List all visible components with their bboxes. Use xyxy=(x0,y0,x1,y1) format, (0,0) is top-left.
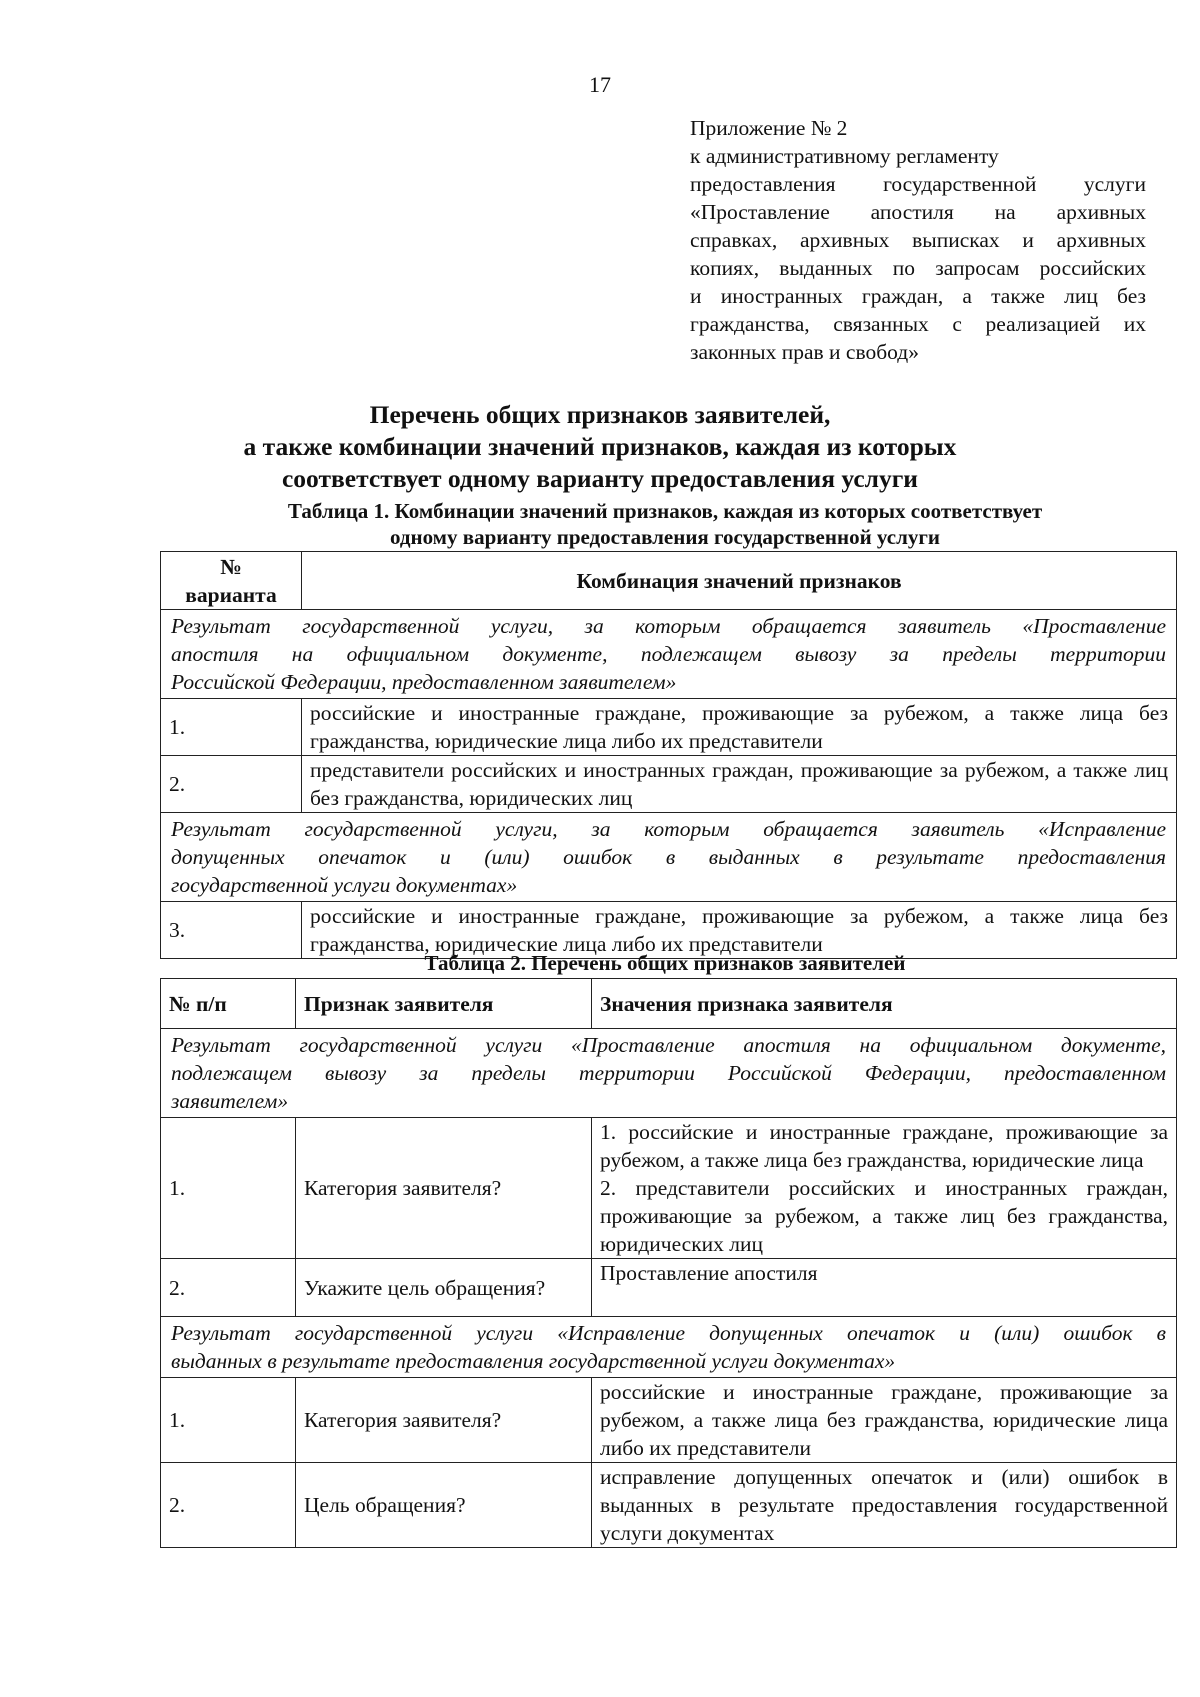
table1-section-row xyxy=(161,813,1177,902)
header-number: № п/п xyxy=(161,979,296,1029)
section-line: Результат государственной услуги «Проставление апостиля на официальном документе, xyxy=(171,1033,1166,1057)
table1-section-row xyxy=(161,610,1177,699)
table-row xyxy=(161,756,1177,813)
appendix-line: к административному регламенту xyxy=(690,144,999,168)
table2 xyxy=(160,978,1177,1548)
row-number: 2. xyxy=(161,1463,296,1548)
header-values: Значения признака заявителя xyxy=(592,979,1177,1029)
table-row xyxy=(161,1118,1177,1259)
value-option: 2. представители российских и иностранных граждан, проживающие за рубежом, а также лиц без гражданства, юридических лиц xyxy=(600,1176,1168,1256)
attribute-name: Категория заявителя? xyxy=(296,1118,592,1259)
appendix-line: Приложение № 2 xyxy=(690,116,848,140)
title-line: соответствует одному варианту предоставления услуги xyxy=(281,464,919,493)
attribute-name: Цель обращения? xyxy=(296,1463,592,1548)
header-variant-number xyxy=(161,552,302,610)
page-title xyxy=(0,399,1200,495)
variant-number: 1. xyxy=(161,699,302,756)
appendix-line: законных прав и свобод» xyxy=(690,340,919,364)
caption-line: Таблица 1. Комбинации значений признаков, каждая из которых соответствует xyxy=(287,499,1043,523)
attribute-values: российские и иностранные граждане, проживающие за рубежом, а также лица без гражданства, юридические лица либо их представители xyxy=(592,1378,1177,1463)
table2-caption: Таблица 2. Перечень общих признаков заявителей xyxy=(424,951,906,975)
row-number: 1. xyxy=(161,1118,296,1259)
table1 xyxy=(160,551,1177,959)
section-line: выданных в результате предоставления государственной услуги документах» xyxy=(171,1349,896,1373)
attribute-values: Проставление апостиля xyxy=(592,1259,1177,1317)
title-line: а также комбинации значений признаков, каждая из которых xyxy=(243,432,957,461)
header-combination: Комбинация значений признаков xyxy=(302,552,1177,610)
attribute-values xyxy=(592,1118,1177,1259)
section-line: заявителем» xyxy=(171,1089,289,1113)
table-row xyxy=(161,699,1177,756)
attribute-name: Укажите цель обращения? xyxy=(296,1259,592,1317)
appendix-line: гражданства, связанных с реализацией их xyxy=(690,312,1146,336)
result-description xyxy=(161,813,1177,902)
table2-header-row xyxy=(161,979,1177,1029)
section-line: Результат государственной услуги, за которым обращается заявитель «Проставление xyxy=(171,614,1166,638)
result-description xyxy=(161,1317,1177,1378)
table-row xyxy=(161,1378,1177,1463)
header-line: № xyxy=(220,554,242,579)
combination-value: российские и иностранные граждане, проживающие за рубежом, а также лица без гражданства, юридические лица либо их представители xyxy=(302,902,1177,959)
page-number: 17 xyxy=(589,72,611,97)
attribute-values: исправление допущенных опечаток и (или) ошибок в выданных в результате предоставления государственной услуги документах xyxy=(592,1463,1177,1548)
row-number: 2. xyxy=(161,1259,296,1317)
table-row xyxy=(161,1259,1177,1317)
value-option: 1. российские и иностранные граждане, проживающие за рубежом, а также лица без гражданства, юридические лица xyxy=(600,1120,1168,1172)
section-line: Результат государственной услуги «Исправление допущенных опечаток и (или) ошибок в xyxy=(171,1321,1166,1345)
section-line: Результат государственной услуги, за которым обращается заявитель «Исправление xyxy=(171,817,1166,841)
table1-header-row xyxy=(161,552,1177,610)
variant-number: 2. xyxy=(161,756,302,813)
attribute-name: Категория заявителя? xyxy=(296,1378,592,1463)
section-line: подлежащем вывозу за пределы территории Российской Федерации, предоставленном xyxy=(171,1061,1166,1085)
section-line: государственной услуги документах» xyxy=(171,873,518,897)
appendix-line: справках, архивных выписках и архивных xyxy=(690,228,1146,252)
appendix-line: копиях, выданных по запросам российских xyxy=(690,256,1146,280)
appendix-line: и иностранных граждан, а также лиц без xyxy=(690,284,1146,308)
combination-value: представители российских и иностранных граждан, проживающие за рубежом, а также лиц без гражданства, юридических лиц xyxy=(302,756,1177,813)
table1-caption xyxy=(160,498,1170,550)
section-line: допущенных опечаток и (или) ошибок в выданных в результате предоставления xyxy=(171,845,1166,869)
variant-number: 3. xyxy=(161,902,302,959)
caption-line: одному варианту предоставления государственной услуги xyxy=(389,525,941,549)
header-attribute: Признак заявителя xyxy=(296,979,592,1029)
section-line: апостиля на официальном документе, подлежащем вывозу за пределы территории xyxy=(171,642,1166,666)
result-description xyxy=(161,1029,1177,1118)
table-row xyxy=(161,1463,1177,1548)
combination-value: российские и иностранные граждане, проживающие за рубежом, а также лица без гражданства, юридические лица либо их представители xyxy=(302,699,1177,756)
title-line: Перечень общих признаков заявителей, xyxy=(369,400,831,429)
table2-section-row xyxy=(161,1317,1177,1378)
appendix-line: «Проставление апостиля на архивных xyxy=(690,200,1146,224)
appendix-note xyxy=(690,114,1146,366)
row-number: 1. xyxy=(161,1378,296,1463)
appendix-line: предоставления государственной услуги xyxy=(690,172,1146,196)
header-line: варианта xyxy=(185,582,277,607)
table2-section-row xyxy=(161,1029,1177,1118)
section-line: Российской Федерации, предоставленном заявителем» xyxy=(171,670,677,694)
result-description xyxy=(161,610,1177,699)
